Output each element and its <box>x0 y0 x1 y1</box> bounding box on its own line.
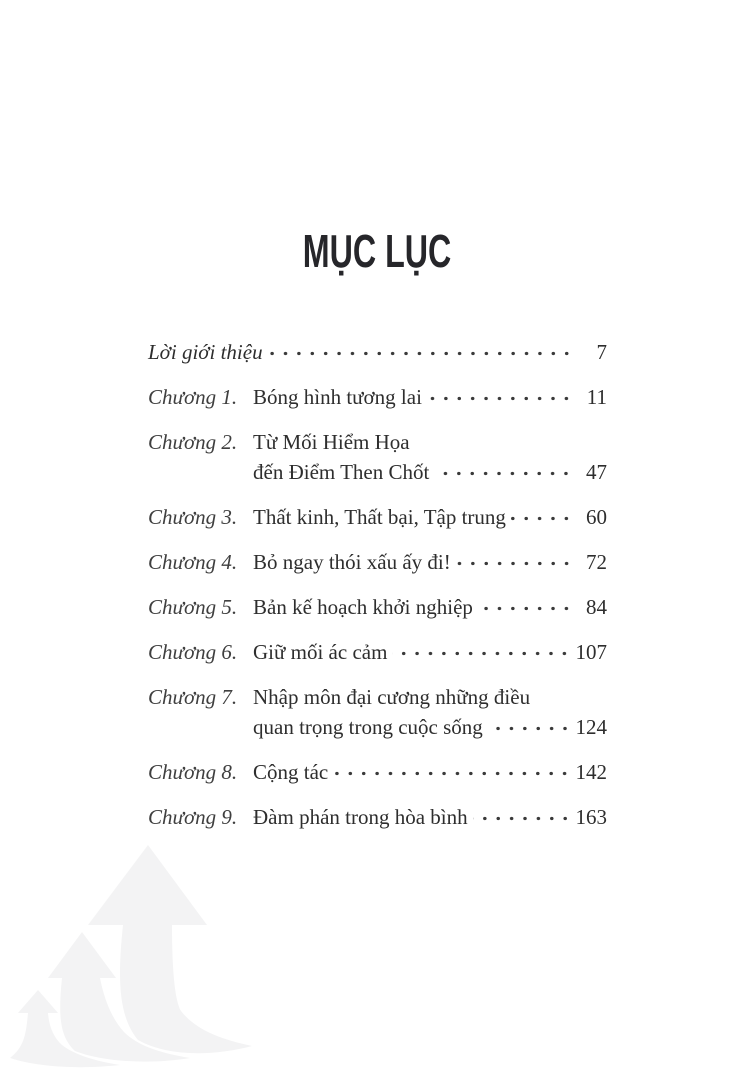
entry-title: đến Điểm Then Chốt <box>253 460 430 484</box>
chapter-label: Chương 2. <box>148 430 238 454</box>
entry-content <box>253 592 607 622</box>
entry-content <box>253 802 607 832</box>
page-number: 72 <box>586 550 607 574</box>
toc-entry <box>148 592 607 622</box>
entry-title: Giữ mối ác cảm <box>253 640 388 664</box>
toc-entry <box>148 382 607 412</box>
dot-leader <box>488 712 576 742</box>
chapter-label: Chương 7. <box>148 685 238 709</box>
entry-title: Từ Mối Hiểm Họa <box>253 430 410 454</box>
entry-line <box>253 592 607 622</box>
dot-leader <box>392 637 575 667</box>
chapter-label: Chương 1. <box>148 385 238 409</box>
entry-line <box>253 547 607 577</box>
entry-line <box>253 712 607 742</box>
page-number: 47 <box>586 460 607 484</box>
page-title <box>148 226 607 276</box>
toc-entry <box>148 682 607 742</box>
entry-line <box>253 637 607 667</box>
page-number: 84 <box>586 595 607 619</box>
entry-content <box>253 757 607 787</box>
entry-title: Lời giới thiệu <box>148 340 263 364</box>
entry-title: Nhập môn đại cương những điều <box>253 685 531 709</box>
growth-arrows-watermark-icon <box>0 827 300 1077</box>
entry-line <box>253 757 607 787</box>
chapter-label: Chương 9. <box>148 805 238 829</box>
chapter-label: Chương 5. <box>148 595 238 619</box>
entry-title: quan trọng trong cuộc sống <box>253 715 483 739</box>
toc-entry <box>148 337 607 367</box>
entry-content <box>148 337 607 367</box>
entry-title: Đàm phán trong hòa bình <box>253 805 468 829</box>
entry-title: Bỏ ngay thói xấu ấy đi! <box>253 550 451 574</box>
entry-title: Thất kinh, Thất bại, Tập trung <box>253 505 506 529</box>
entry-line <box>253 802 607 832</box>
toc-entry <box>148 547 607 577</box>
toc-list <box>148 337 607 847</box>
chapter-label: Chương 4. <box>148 550 238 574</box>
chapter-label: Chương 6. <box>148 640 238 664</box>
dot-leader <box>333 757 575 787</box>
page-number: 142 <box>575 760 607 784</box>
chapter-label: Chương 8. <box>148 760 238 784</box>
dot-leader <box>456 547 577 577</box>
entry-content <box>253 427 607 487</box>
entry-line <box>148 337 607 367</box>
dot-leader <box>434 457 577 487</box>
dot-leader <box>427 382 577 412</box>
entry-title: Cộng tác <box>253 760 329 784</box>
toc-entry <box>148 757 607 787</box>
dot-leader <box>478 592 577 622</box>
entry-title: Bóng hình tương lai <box>253 385 422 409</box>
toc-entry <box>148 637 607 667</box>
page-number: 11 <box>586 385 607 409</box>
dot-leader <box>268 337 577 367</box>
entry-title: Bản kế hoạch khởi nghiệp <box>253 595 473 619</box>
page-title-text: MỤC LỤC <box>303 225 452 277</box>
dot-leader <box>473 802 576 832</box>
entry-content <box>253 682 607 742</box>
entry-line <box>253 427 607 457</box>
entry-content <box>253 502 607 532</box>
page-number: 60 <box>586 505 607 529</box>
entry-line <box>253 502 607 532</box>
entry-content <box>253 547 607 577</box>
page-number: 107 <box>575 640 607 664</box>
toc-entry <box>148 427 607 487</box>
entry-line <box>253 382 607 412</box>
page-number: 163 <box>575 805 607 829</box>
entry-line <box>253 457 607 487</box>
toc-entry <box>148 502 607 532</box>
entry-line <box>253 682 607 712</box>
page-number: 124 <box>575 715 607 739</box>
chapter-label: Chương 3. <box>148 505 238 529</box>
page-number: 7 <box>596 340 607 364</box>
entry-content <box>253 637 607 667</box>
dot-leader <box>511 502 577 532</box>
entry-content <box>253 382 607 412</box>
